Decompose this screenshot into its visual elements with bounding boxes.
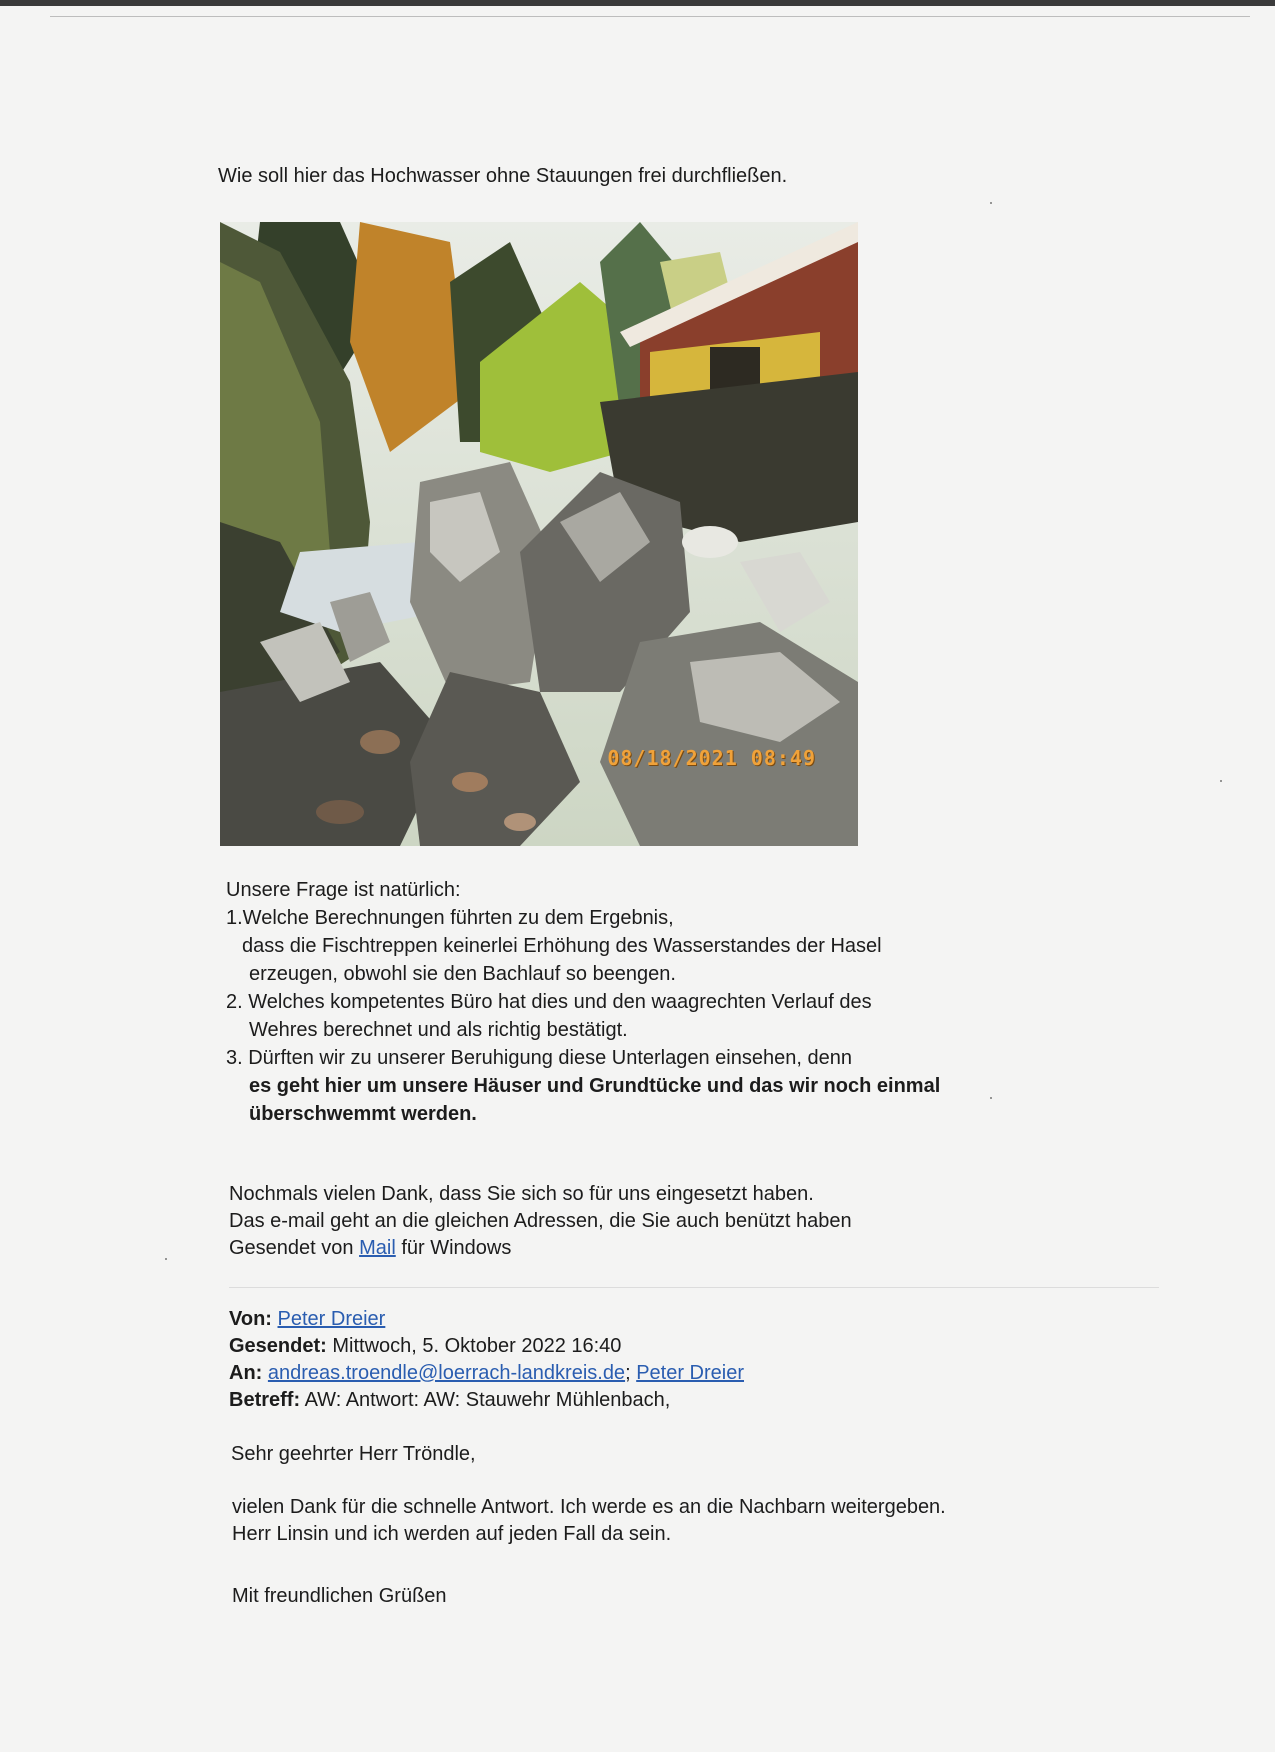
scan-speck: [990, 202, 992, 204]
photo-timestamp: 08/18/2021 08:49: [607, 746, 816, 770]
to-separator: ;: [625, 1362, 631, 1384]
scan-edge: [0, 0, 1275, 6]
header-separator: [229, 1287, 1159, 1288]
from-row: [229, 1306, 744, 1333]
question-3-bold-line-1: es geht hier um unsere Häuser und Grundtücke und das wir noch einmal: [249, 1075, 941, 1097]
scan-speck: [1220, 780, 1222, 782]
email-body: [232, 1494, 946, 1548]
email-header: [229, 1306, 744, 1414]
question-3-line-1: 3. Dürften wir zu unserer Beruhigung diese Unterlagen einsehen, denn: [226, 1047, 852, 1069]
from-label: Von:: [229, 1308, 272, 1330]
questions-intro: Unsere Frage ist natürlich:: [226, 879, 461, 901]
scan-speck: [990, 1097, 992, 1099]
subject-label: Betreff:: [229, 1389, 301, 1411]
thanks-block: [229, 1181, 852, 1262]
closing: Mit freundlichen Grüßen: [232, 1585, 447, 1607]
body-line-1: vielen Dank für die schnelle Antwort. Ich werde es an die Nachbarn weitergeben.: [232, 1496, 946, 1518]
sent-row: [229, 1333, 744, 1360]
questions-block: [226, 877, 940, 1129]
to-row: [229, 1360, 744, 1387]
question-1-line-2: dass die Fischtreppen keinerlei Erhöhung des Wasserstandes der Hasel: [242, 935, 882, 957]
question-1-line-1: 1.Welche Berechnungen führten zu dem Ergebnis,: [226, 907, 674, 929]
photo-caption: Wie soll hier das Hochwasser ohne Stauungen frei durchfließen.: [218, 165, 788, 187]
creek-photo: [220, 222, 858, 846]
to-link-email[interactable]: andreas.troendle@loerrach-landkreis.de: [267, 1362, 626, 1384]
mail-link[interactable]: Mail: [359, 1237, 396, 1259]
thanks-line-2: Das e-mail geht an die gleichen Adressen, die Sie auch benützt haben: [229, 1210, 852, 1232]
scan-speck: [165, 1258, 167, 1260]
question-2-line-2: Wehres berechnet und als richtig bestätigt.: [249, 1019, 628, 1041]
subject-value: AW: Antwort: AW: Stauwehr Mühlenbach,: [300, 1389, 671, 1411]
thanks-line-1: Nochmals vielen Dank, dass Sie sich so für uns eingesetzt haben.: [229, 1183, 814, 1205]
sent-label: Gesendet:: [229, 1335, 327, 1357]
to-label: An:: [229, 1362, 263, 1384]
scan-rule: [50, 16, 1250, 17]
from-link[interactable]: Peter Dreier: [277, 1308, 386, 1330]
sent-from-prefix: Gesendet von: [229, 1237, 360, 1259]
greeting: Sehr geehrter Herr Tröndle,: [231, 1443, 476, 1465]
sent-from-suffix: für Windows: [395, 1237, 512, 1259]
sent-from-line: [229, 1235, 852, 1262]
body-line-2: Herr Linsin und ich werden auf jeden Fall da sein.: [232, 1523, 672, 1545]
subject-row: [229, 1387, 744, 1414]
question-2-line-1: 2. Welches kompetentes Büro hat dies und den waagrechten Verlauf des: [226, 991, 872, 1013]
to-link-name[interactable]: Peter Dreier: [636, 1362, 744, 1384]
question-1-line-3: erzeugen, obwohl sie den Bachlauf so beengen.: [249, 963, 676, 985]
sent-value: Mittwoch, 5. Oktober 2022 16:40: [326, 1335, 622, 1357]
question-3-bold-line-2: überschwemmt werden.: [249, 1103, 477, 1125]
